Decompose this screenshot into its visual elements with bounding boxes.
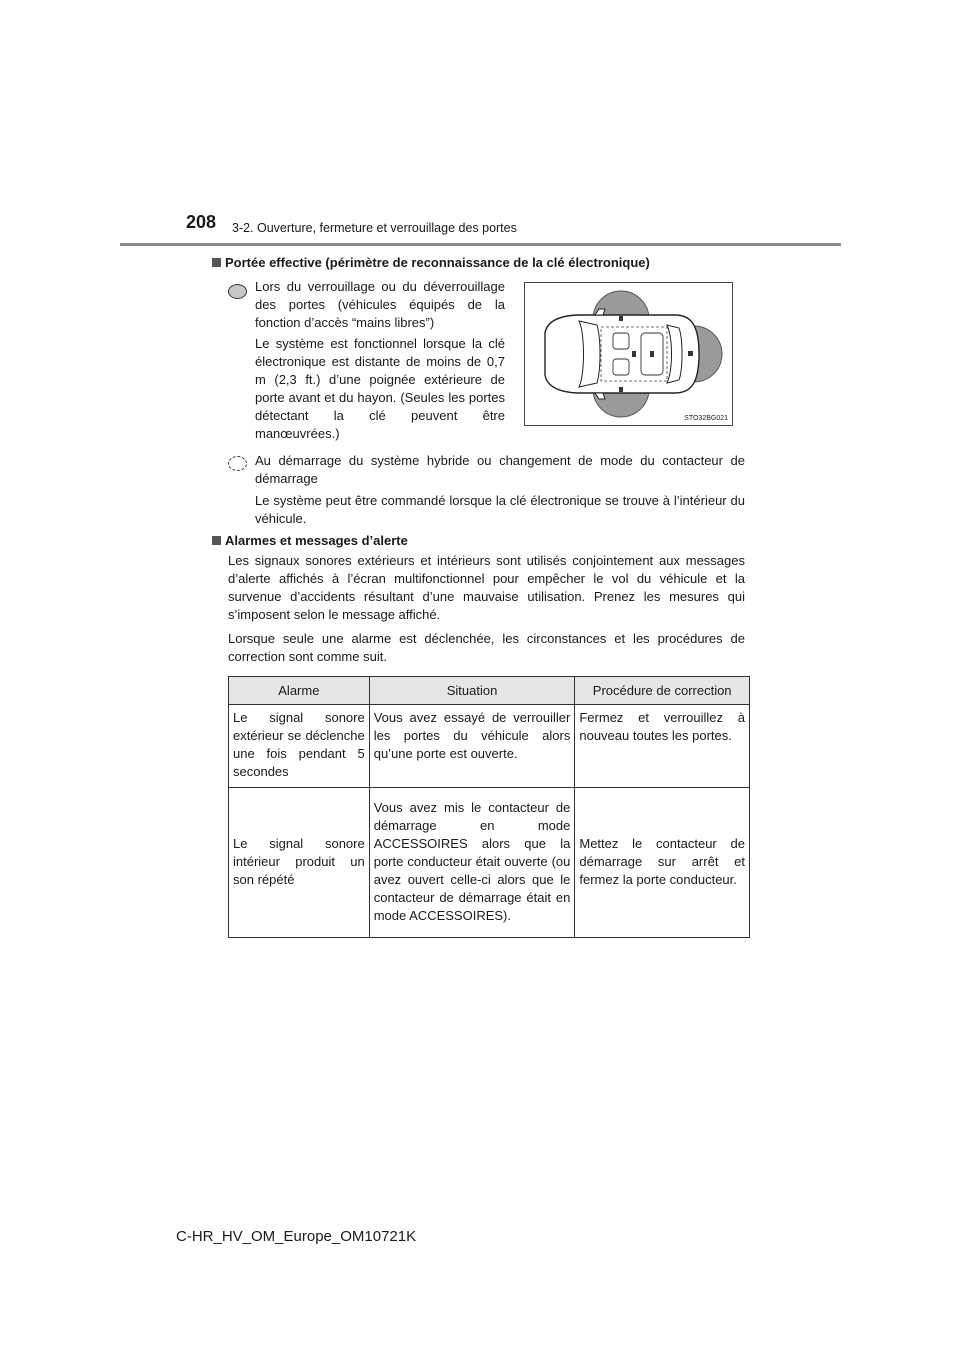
item1-title: Lors du verrouillage ou du déverrouillage des portes (véhicules équipés de la fonction d’accès “mains libres”) — [255, 279, 505, 330]
header-rule — [120, 243, 841, 246]
car-top-view-illustration — [525, 283, 732, 425]
table-cell: Le signal sonore intérieur produit un son répété — [229, 788, 370, 938]
table-header-cell: Procédure de correction — [575, 677, 750, 705]
table-cell: Mettez le contacteur de démarrage sur arrêt et fermez la porte conducteur. — [575, 788, 750, 938]
key-range-figure — [524, 282, 733, 426]
table-cell: Le signal sonore extérieur se déclenche une fois pendant 5 secondes — [229, 705, 370, 788]
dashed-oval-icon — [228, 456, 247, 471]
heading-effective-range-text: Portée effective (périmètre de reconnaissance de la clé électronique) — [225, 255, 650, 270]
table-row — [229, 788, 750, 938]
item1-text: Le système est fonctionnel lorsque la clé électronique est distante de moins de 0,7 m (2,3 ft.) d’une poignée extérieure de porte avant et du hayon. (Seules les portes détectant la clé peuvent être manœuvrées.) — [255, 336, 505, 441]
table-header-row — [229, 677, 750, 705]
heading-alarms-text: Alarmes et messages d’alerte — [225, 533, 408, 548]
alarms-paragraph-1: Les signaux sonores extérieurs et intérieurs sont utilisés conjointement aux messages d’alerte affichés à l’écran multifonctionnel pour empêcher le vol du véhicule et la survenue d’accidents résultant d’une mauvaise utilisation. Prenez les mesures qui s’imposent selon le message affiché. — [228, 553, 745, 622]
table-header-cell: Alarme — [229, 677, 370, 705]
heading-effective-range — [212, 255, 650, 270]
heading-alarms — [212, 533, 408, 548]
table-cell: Vous avez essayé de verrouiller les portes du véhicule alors qu’une porte est ouverte. — [369, 705, 575, 788]
alarms-paragraph-2: Lorsque seule une alarme est déclenchée, les circonstances et les procédures de correction sont comme suit. — [228, 631, 745, 664]
table-cell: Vous avez mis le contacteur de démarrage en mode ACCESSOIRES alors que la porte conducteur était ouverte (ou avez ouvert celle-ci alors que le contacteur de démarrage était en mode ACCESSOIRES). — [369, 788, 575, 938]
square-bullet-icon — [212, 536, 221, 545]
table-header-cell: Situation — [369, 677, 575, 705]
item2-title: Au démarrage du système hybride ou changement de mode du contacteur de démarrage — [255, 453, 745, 486]
filled-oval-icon — [228, 284, 247, 299]
table-cell: Fermez et verrouillez à nouveau toutes les portes. — [575, 705, 750, 788]
table-row — [229, 705, 750, 788]
item2-text: Le système peut être commandé lorsque la clé électronique se trouve à l’intérieur du véhicule. — [255, 493, 745, 526]
page-number: 208 — [186, 212, 217, 232]
document-code-footer: C-HR_HV_OM_Europe_OM10721K — [176, 1228, 417, 1245]
alarm-table — [228, 676, 750, 938]
figure-code: STO32BG021 — [684, 415, 728, 422]
section-title: 3-2. Ouverture, fermeture et verrouillage des portes — [232, 221, 517, 235]
square-bullet-icon — [212, 258, 221, 267]
